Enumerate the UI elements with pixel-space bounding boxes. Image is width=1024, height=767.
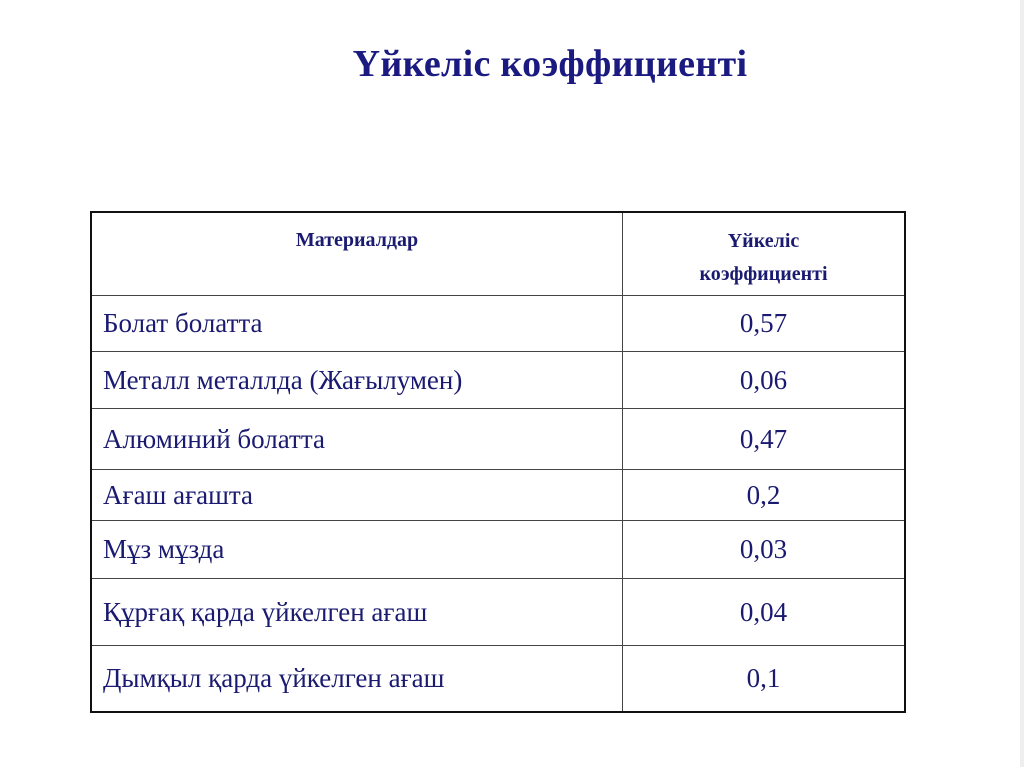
coefficient-cell: 0,1 [746,663,781,693]
table-row [92,408,904,469]
material-cell: Құрғақ қарда үйкелген ағаш [92,579,623,645]
table-header-row [92,213,904,295]
coefficient-cell: 0,06 [739,364,788,395]
slide-edge [1020,0,1024,767]
material-cell: Металл металлда (Жағылумен) [92,352,623,408]
table-row [92,645,904,711]
table-row [92,520,904,578]
coefficient-cell: 0,2 [746,479,781,510]
coefficient-cell: 0,04 [739,596,788,627]
table-row [92,578,904,645]
table-row [92,469,904,520]
header-coefficient [623,213,904,295]
table-row [92,351,904,408]
header-coefficient-line1: Үйкеліс [727,229,800,252]
material-cell: Болат болатта [92,296,623,351]
header-materials: Материалдар [92,213,623,295]
coefficient-cell: 0,47 [739,423,788,454]
table-row [92,295,904,351]
coefficient-cell: 0,57 [739,308,788,338]
material-cell: Алюминий болатта [92,409,623,469]
material-cell: Дымқыл қарда үйкелген ағаш [92,646,623,711]
friction-coefficient-table [90,211,906,713]
material-cell: Мұз мұзда [92,521,623,578]
material-cell: Ағаш ағашта [92,470,623,520]
page-title: Үйкеліс коэффициенті [352,43,748,85]
coefficient-cell: 0,03 [739,534,788,564]
header-coefficient-line2: коэффициенті [699,262,828,285]
